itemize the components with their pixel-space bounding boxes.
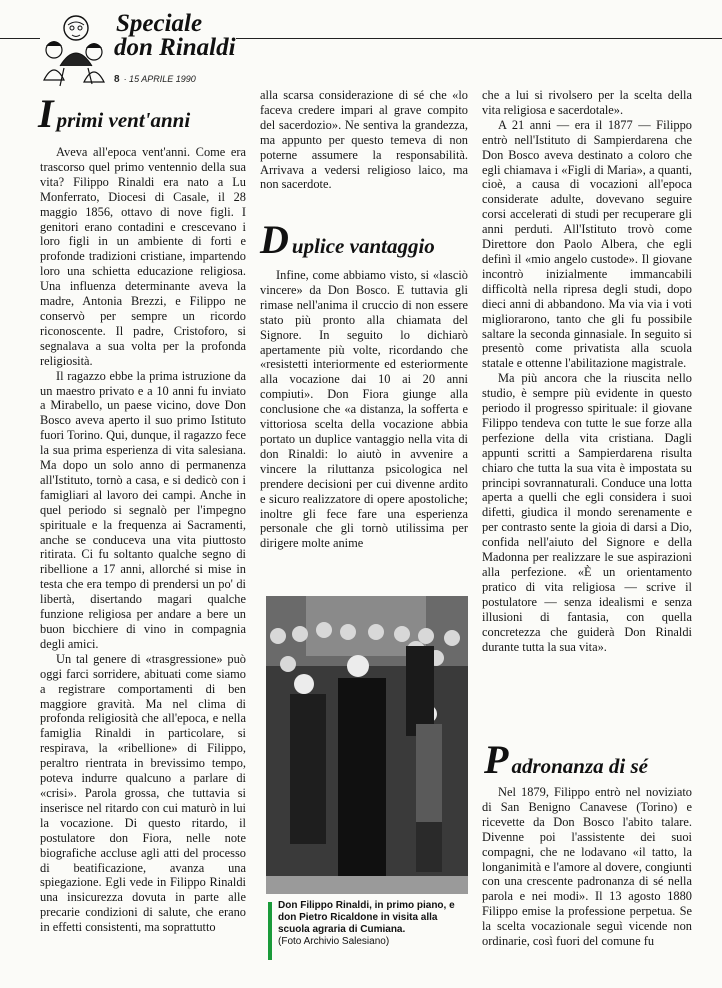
column-2-body xyxy=(260,268,468,551)
section-heading-text: primi vent'anni xyxy=(56,108,191,132)
section-heading-padronanza xyxy=(484,737,694,782)
paragraph: Aveva all'epoca vent'anni. Come era trascorso quel primo ventennio della sua vita? Filippo Rinaldi era nato a Lu Monferrato, Diocesi di Casale, il 28 maggio 1856, ottavo di nove figli. I genitori erano contadini e crescevano i loro figli in un ambiente di forti e profonde tradizioni cristiane, impartendo loro una schietta educazione religiosa. Una influenza determinante aveva la madre, Antonia Brezzi, e Filippo ne conservò per sempre un ricordo riconoscente. Il padre, Cristoforo, si segnalava a sua volta per la profonda religiosità. xyxy=(40,145,246,368)
caption-credit: (Foto Archivio Salesiano) xyxy=(278,936,390,947)
section-heading-duplice-vantaggio xyxy=(260,217,470,262)
section-heading-text: adronanza di sé xyxy=(511,754,648,778)
column-1 xyxy=(40,145,246,935)
issue-date: · 15 APRILE 1990 xyxy=(123,74,196,84)
masthead-title xyxy=(112,12,236,60)
masthead-title-line2: don Rinaldi xyxy=(114,34,236,61)
drop-cap: P xyxy=(484,737,509,782)
paragraph: Ma più ancora che la riuscita nello studio, è sempre più evidente in questo periodo il progresso spirituale: il giovane Filippo tendeva con tutte le sue forze alla perfezione della vita cristiana. Dagli appunti scritti a Sampierdarena risulta chiaro che tutta la sua vita è impostata su principi sovrannaturali. Conduce una lotta aperta a quelli che egli considera i suoi difetti, giudica il mondo serenamente e per contrasto sente la gioia di darsi a Dio, confida nell'aiuto del Signore e della Madonna per realizzare le sue aspirazioni alla perfezione. «È un orientamento pratico di vita religiosa — scrive il postulatore — senza idealismi e senza illusioni di fantasia, con quella concretezza che guiderà Don Rinaldi durante tutta la sua vita». xyxy=(482,371,692,654)
section-heading-text: uplice vantaggio xyxy=(291,234,435,258)
column-3-bottom xyxy=(482,785,692,949)
column-2-top xyxy=(260,88,468,192)
historical-photo xyxy=(266,596,468,894)
page-number: 8 xyxy=(114,74,120,85)
header-rule-left xyxy=(0,38,40,39)
masthead-title-line1: Speciale xyxy=(116,10,203,37)
caption-text: Don Filippo Rinaldi, in primo piano, e don Pietro Ricaldone in visita alla scuola agraria di Cumiana. xyxy=(278,900,455,935)
paragraph: Il ragazzo ebbe la prima istruzione da un maestro privato e a 10 anni fu inviato a Mirabello, un paese vicino, dove Don Bosco aveva aperto il suo primo Istituto fuori Torino. Qui, dunque, il ragazzo fece la sua prima esperienza di vita salesiana. Ma dopo un solo anno di permanenza all'Istituto, tornò a casa, e si dedicò con i famigliari al lavoro dei campi. Anche in quel periodo si segnalò per l'impegno spirituale e la frequenza ai Sacramenti, anche se conduceva una vita piuttosto ritirata. Ci fu soltanto qualche segno di ribellione a 17 anni, allorché si mise in testa che era tempo di prendersi un po' di libertà, disertando magari qualche funzione religiosa per andare a bere un buon bicchiere di vino in compagnia degli amici. xyxy=(40,368,246,651)
section-heading-primi-ventanni xyxy=(38,91,248,136)
photo-caption xyxy=(278,900,470,948)
paragraph: che a lui si rivolsero per la scelta della vita religiosa e sacerdotale». xyxy=(482,88,692,117)
paragraph: Nel 1879, Filippo entrò nel noviziato di San Benigno Canavese (Torino) e ricevette da Don Bosco l'abito talare. Divenne poi l'assistente dei suoi compagni, che ne lodavano «il tatto, la longanimità e l'amore al dovere, congiunti con una crescente padronanza di sé nella parola e nei modi». Il 13 agosto 1880 Filippo emise la professione perpetua. Se la scelta vocazionale seguì vicende non ordinarie, così fuori del comune fu xyxy=(482,785,692,949)
paragraph: Un tal genere di «trasgressione» può oggi farci sorridere, abituati come siamo a registrare comportamenti di ben maggiore gravità. Ma nel clima di profonda religiosità che all'epoca, e nella famiglia Rinaldi in particolare, si respirava, la «ribellione» di Filippo, peraltro rientrata in brevissimo tempo, poteva indurre qualcuno a parlare di «crisi». Parola grossa, che tuttavia si inserisce nel ritardo con cui maturò in lui la vocazione. Di questo ritardo, il postulatore don Fiora, nelle note biografiche accluse agli atti del processo di beatificazione, avanza una spiegazione. Egli vede in Filippo Rinaldi una insicurezza dovuta in parte alle precarie condizioni di salute, che erano in effetti consistenti, ma soprattutto xyxy=(40,651,246,935)
page-info xyxy=(114,74,196,85)
column-3 xyxy=(482,88,692,654)
drop-cap: D xyxy=(260,217,289,262)
drop-cap: I xyxy=(38,91,54,136)
paragraph: Infine, come abbiamo visto, si «lasciò vincere» da Don Bosco. E tuttavia gli rimase nell'anima il cruccio di non essere stato più pronto alla chiamata del Signore. In seguito lo dichiarò apertamente più volte, ricordando che «resistetti interiormente ed esteriormente alla vocazione dai 10 ai 20 anni compiuti». Don Fiora giunge alla conclusione che «a distanza, la sofferta e vittoriosa scelta della vocazione abbia portato un duplice vantaggio nella vita di don Rinaldi: lo aiutò in avvenire a vincere la riluttanza psicologica nel prendere decisioni per cui divenne ardito e sicuro realizzatore di opere apostoliche; inoltre gli fece fare una esperienza personale che gli tornò utilissima per dirigere molte anime xyxy=(260,268,468,551)
caption-accent-bar xyxy=(268,902,272,960)
header-rule-right xyxy=(236,38,722,39)
masthead-illustration xyxy=(36,6,108,92)
paragraph: A 21 anni — era il 1877 — Filippo entrò nell'Istituto di Sampierdarena che Don Bosco aveva destinato a coloro che egli chiamava i «Figli di Maria», a quanti, cioè, a causa di vocazioni all'epoca considerate adulte, dovevano seguire corsi accelerati di studi per recuperare gli anni perduti. All'Istituto trovò come Direttore don Paolo Albera, che egli definì il «mio angelo custode». Il giovane incontrò inizialmente immancabili difficoltà nella ripresa degli studi, dopo dieci anni di abbandono. Ma via via i voti miglioraron﻿o, tanto che gli fu possibile saltare la seconda ginnasiale. In seguito si presentò come privatista alla scuola statale e ottenne l'abilitazione magistrale. xyxy=(482,117,692,371)
paragraph: alla scarsa considerazione di sé che «lo faceva credere impari al grave compito del sacerdozio». Ne sentiva la grandezza, ma appunto per questo temeva di non poterne assumere la responsabilità. Arrivava a vedersi religioso laico, ma non sacerdote. xyxy=(260,88,468,192)
